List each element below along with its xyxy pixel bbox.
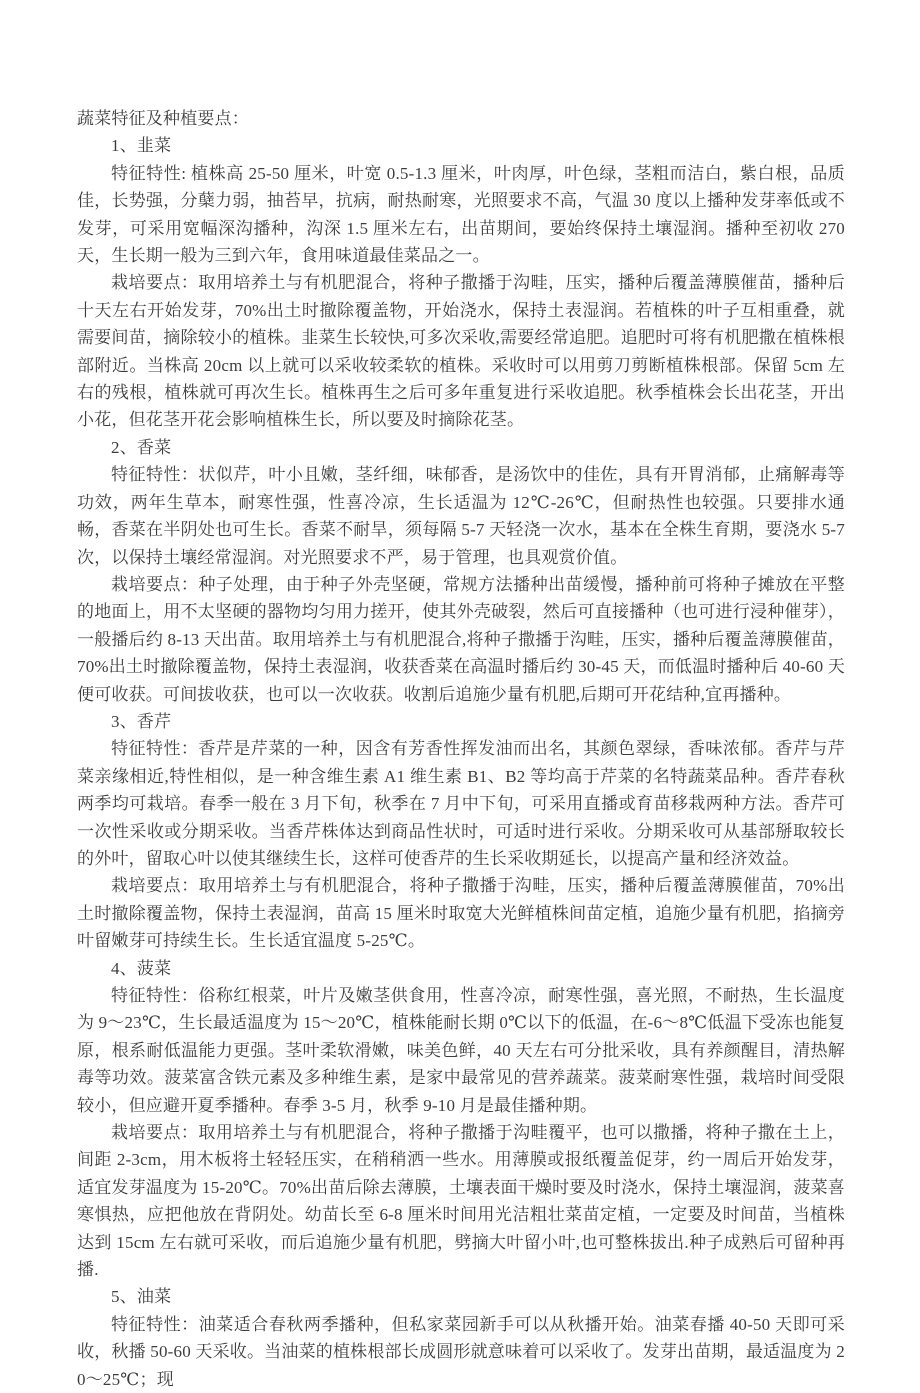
section-bocai xyxy=(77,955,845,1284)
section-xiangqin xyxy=(77,708,845,955)
section-xiangqin-heading: 3、香芹 xyxy=(111,711,172,731)
section-xiangcai-cultivation-paragraph: 栽培要点：种子处理，由于种子外壳坚硬，常规方法播种出苗缓慢，播种前可将种子摊放在平整的地面上，用不太坚硬的器物均匀用力搓开，使其外壳破裂，然后可直接播种（也可进行浸种催芽），一般播后约 8-13 天出苗。取用培养土与有机肥混合,将种子撒播于沟畦，压实，播种后覆盖薄膜催苗，70%出土时撤除覆盖物，保持土表湿润，收获香菜在高温时播后约 30-45 天，而低温时播种后 40-60 天便可收获。可间拔收获，也可以一次收获。收割后追施少量有机肥,后期可开花结种,宜再播种。 xyxy=(77,574,845,704)
section-xiangcai-features-paragraph: 特征特性：状似芹，叶小且嫩，茎纤细，味郁香，是汤饮中的佳佐，具有开胃消郁，止痛解毒等功效，两年生草本，耐寒性强，性喜冷凉，生长适温为 12℃-26℃，但耐热性也较强。只要排水通畅，香菜在半阴处也可生长。香菜不耐旱，须每隔 5-7 天轻浇一次水，基本在全株生育期，要浇水 5-7 次，以保持土壤经常湿润。对光照要求不严，易于管理，也具观赏价值。 xyxy=(77,465,845,567)
section-bocai-heading: 4、菠菜 xyxy=(111,958,172,978)
section-bocai-features-paragraph: 特征特性：俗称红根菜，叶片及嫩茎供食用，性喜冷凉，耐寒性强，喜光照，不耐热，生长温度为 9～23℃，生长最适温度为 15～20℃，植株能耐长期 0℃以下的低温，在-6～8℃低温下受冻也能复原，根系耐低温能力更强。茎叶柔软滑嫩，味美色鲜，40 天左右可分批采收，具有养颜醒目，清热解毒等功效。菠菜富含铁元素及多种维生素，是家中最常见的营养蔬菜。菠菜耐寒性强，栽培时间受限较小，但应避开夏季播种。春季 3-5 月，秋季 9-10 月是最佳播种期。 xyxy=(77,986,845,1115)
section-youcai xyxy=(77,1283,845,1393)
section-xiangcai-heading: 2、香菜 xyxy=(111,437,172,457)
section-jiucai-features-paragraph: 特征特性: 植株高 25-50 厘米，叶宽 0.5-1.3 厘米，叶肉厚，叶色绿，茎粗而洁白，紫白根，品质佳，长势强，分蘖力弱，抽苔早，抗病，耐热耐寒，光照要求不高，气温 30 度以上播种发芽率低或不发芽，可采用宽幅深沟播种，沟深 1.5 厘米左右，出苗期间，要始终保持土壤湿润。播种至初收 270 天，生长期一般为三到六年，食用味道最佳菜品之一。 xyxy=(77,163,845,266)
section-xiangcai xyxy=(77,434,845,708)
section-youcai-heading: 5、油菜 xyxy=(111,1287,172,1307)
section-jiucai-heading: 1、韭菜 xyxy=(111,136,172,156)
section-xiangqin-cultivation-paragraph: 栽培要点：取用培养土与有机肥混合，将种子撒播于沟畦，压实，播种后覆盖薄膜催苗，70%出土时撤除覆盖物，保持土表湿润，苗高 15 厘米时取宽大光鲜植株间苗定植，追施少量有机肥，掐摘旁叶留嫩芽可持续生长。生长适宜温度 5-25℃。 xyxy=(77,876,845,951)
section-xiangqin-features-paragraph: 特征特性：香芹是芹菜的一种，因含有芳香性挥发油而出名，其颜色翠绿，香味浓郁。香芹与芹菜亲缘相近,特性相似，是一种含维生素 A1 维生素 B1、B2 等均高于芹菜的名特蔬菜品种。香芹春秋两季均可栽培。春季一般在 3 月下旬，秋季在 7 月中下旬，可采用直播或育苗移栽两种方法。香芹可一次性采收或分期采收。当香芹株体达到商品性状时，可适时进行采收。分期采收可从基部掰取较长的外叶，留取心叶以使其继续生长，这样可使香芹的生长采收期延长，以提高产量和经济效益。 xyxy=(77,739,845,868)
section-jiucai-cultivation-paragraph: 栽培要点：取用培养土与有机肥混合，将种子撒播于沟畦，压实，播种后覆盖薄膜催苗，播种后十天左右开始发芽，70%出土时撤除覆盖物，开始浇水，保持土表湿润。若植株的叶子互相重叠，就需要间苗，摘除较小的植株。韭菜生长较快,可多次采收,需要经常追肥。追肥时可将有机肥撒在植株根部附近。当株高 20cm 以上就可以采收较柔软的植株。采收时可以用剪刀剪断植株根部。保留 5cm 左右的残根，植株就可再次生长。植株再生之后可多年重复进行采收追肥。秋季植株会长出花茎，开出小花，但花茎开花会影响植株生长，所以要及时摘除花茎。 xyxy=(77,273,845,430)
section-jiucai xyxy=(77,132,845,433)
section-youcai-features-paragraph: 特征特性：油菜适合春秋两季播种，但私家菜园新手可以从秋播开始。油菜春播 40-50 天即可采收，秋播 50-60 天采收。当油菜的植株根部长成圆形就意味着可以采收了。发芽出苗期，最适温度为 20～25℃；现 xyxy=(77,1314,845,1389)
section-bocai-cultivation-paragraph: 栽培要点：取用培养土与有机肥混合，将种子撒播于沟畦覆平，也可以撒播，将种子撒在土上，间距 2-3cm，用木板将土轻轻压实，在稍稍洒一些水。用薄膜或报纸覆盖促芽，约一周后开始发芽，适宜发芽温度为 15-20℃。70%出苗后除去薄膜，土壤表面干燥时要及时浇水，保持土壤湿润，菠菜喜寒惧热，应把他放在背阴处。幼苗长至 6-8 厘米时间用光洁粗壮菜苗定植，一定要及时间苗，当植株达到 15cm 左右就可采收，而后追施少量有机肥，劈摘大叶留小叶,也可整株拔出.种子成熟后可留种再播. xyxy=(77,1123,845,1280)
document-title: 蔬菜特征及种植要点： xyxy=(77,109,249,128)
